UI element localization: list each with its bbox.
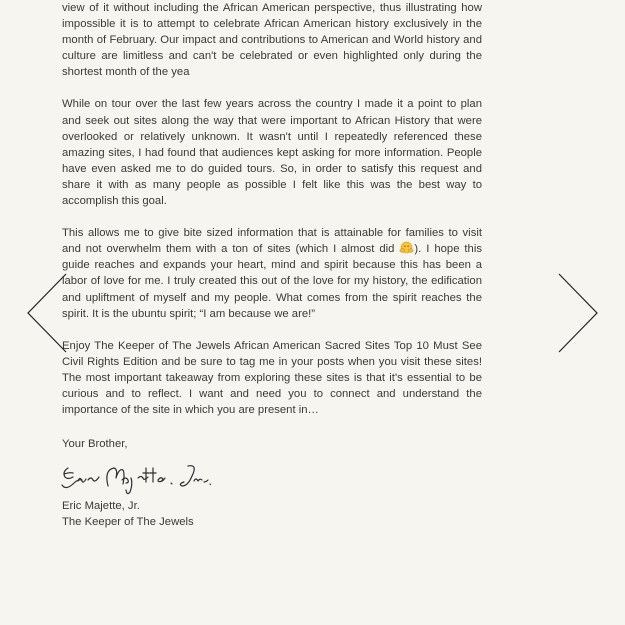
paragraph-1: view of it without including the African American perspective, thus illustrating how impossible it is to attempt to celebrate African American history exclusively in the month of February. Our impact and contributions to American and World history and culture are limitless and can't be celebrated or even highlighted only during the shortest month of the yea — [62, 2, 482, 79]
smiling-face-icon — [399, 241, 414, 254]
signature-name: Eric Majette, Jr. — [62, 500, 140, 513]
paragraph-4: Enjoy The Keeper of The Jewels African American Sacred Sites Top 10 Must See Civil Rights Edition and be sure to tag me in your posts when you visit these sites! The most important takeaway from exploring these sites is that it's essential to be curious and to reflect. I want and need you to connect and understand the importance of the site in which you are present in… — [62, 339, 482, 417]
paragraph-3-part-2: ). I hope this guide reaches and expands your heart, mind and spirit because this has been a labor of love for me. I truly created this out of the love for my history, the edification and upliftment of myself and my people. What comes from the spirit reaches the spirit. It is the ubuntu spirit; “I am because we are!” — [62, 243, 483, 320]
salutation: Your Brother, — [62, 438, 128, 451]
handwritten-signature — [58, 456, 218, 496]
letter-body — [62, 0, 482, 530]
paragraph-2: While on tour over the last few years across the country I made it a point to plan and seek out sites along the way that were important to African History that were overlooked or relatively unknown. It wasn't until I repeatedly referenced these amazing sites, I had found that audiences kept asking for more information. People have even asked me to do guided tours. So, in order to satisfy this request and share it with as many people as possible I felt like this was the best way to accomplish this goal. — [62, 98, 482, 208]
paragraph-3-part-1: This allows me to give bite sized information that is attainable for families to visit and not overwhelm them with a ton of sites (which I almost did — [62, 227, 482, 256]
chevron-left-icon[interactable] — [22, 270, 72, 356]
letter-closing — [62, 436, 482, 530]
chevron-right-icon[interactable] — [553, 270, 603, 356]
signature-title: The Keeper of The Jewels — [62, 516, 194, 529]
paragraph-3 — [62, 225, 482, 322]
